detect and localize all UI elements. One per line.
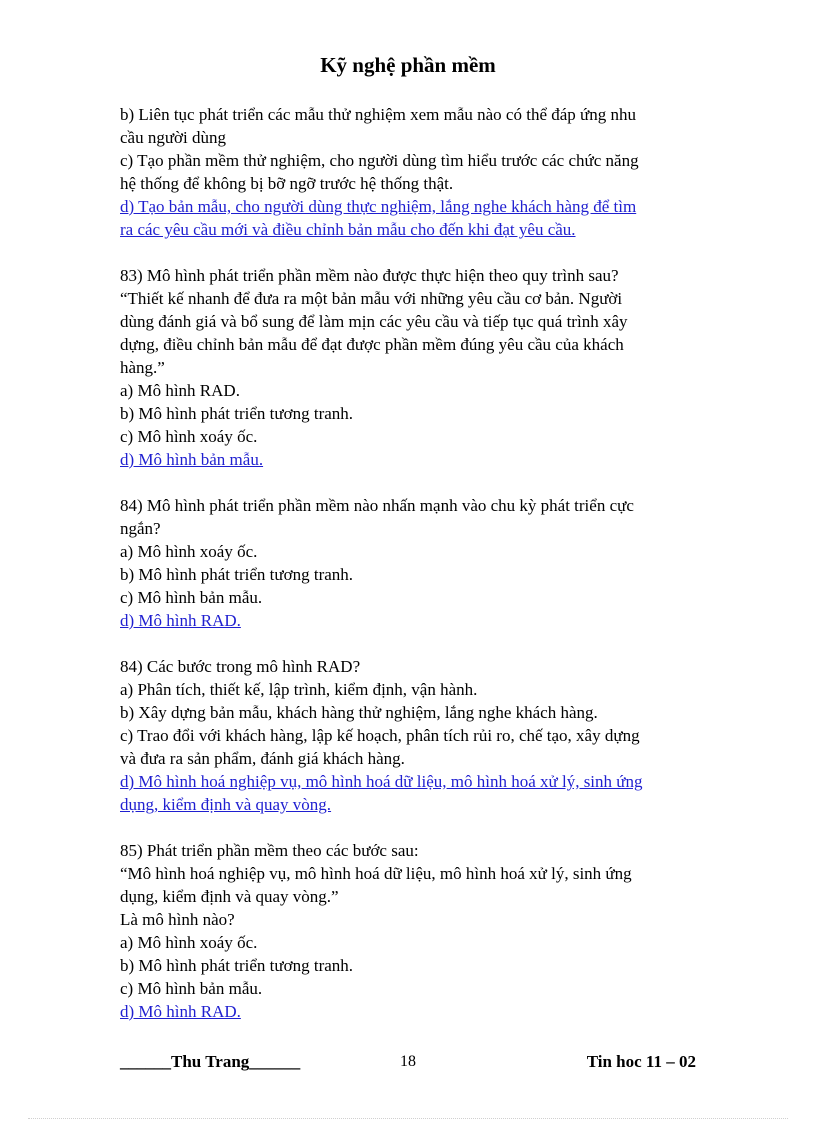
question-block-85 bbox=[120, 839, 710, 1023]
question-text-continued: “Thiết kế nhanh để đưa ra một bản mẫu với những yêu cầu cơ bản. Người bbox=[120, 289, 623, 308]
footer-class: Tin hoc 11 – 02 bbox=[586, 1052, 696, 1071]
option-c: c) Tạo phần mềm thử nghiệm, cho người dùng tìm hiểu trước các chức năng bbox=[120, 151, 639, 170]
correct-answer-d-continued: dụng, kiểm định và quay vòng. bbox=[120, 795, 332, 814]
correct-answer-d-continued: ra các yêu cầu mới và điều chỉnh bản mẫu cho đến khi đạt yêu cầu. bbox=[120, 220, 576, 239]
option-c: c) Mô hình xoáy ốc. bbox=[120, 427, 258, 446]
option-a: a) Phân tích, thiết kế, lập trình, kiểm định, vận hành. bbox=[120, 680, 478, 699]
spacer bbox=[120, 816, 710, 839]
correct-answer-d: d) Mô hình bản mẫu. bbox=[120, 450, 264, 469]
correct-answer-d: d) Mô hình RAD. bbox=[120, 611, 241, 630]
question-text: 84) Mô hình phát triển phần mềm nào nhấn mạnh vào chu kỳ phát triển cực bbox=[120, 496, 634, 515]
question-text-continued: ngắn? bbox=[120, 519, 161, 538]
spacer bbox=[120, 471, 710, 494]
question-text-continued: “Mô hình hoá nghiệp vụ, mô hình hoá dữ liệu, mô hình hoá xử lý, sinh ứng bbox=[120, 864, 632, 883]
option-a: a) Mô hình xoáy ốc. bbox=[120, 933, 258, 952]
option-a: a) Mô hình RAD. bbox=[120, 381, 240, 400]
option-c: c) Mô hình bản mẫu. bbox=[120, 588, 263, 607]
footer-author: ______Thu Trang______ bbox=[120, 1052, 301, 1071]
page-bottom-divider bbox=[28, 1118, 788, 1119]
spacer bbox=[120, 632, 710, 655]
question-text: 85) Phát triển phần mềm theo các bước sau: bbox=[120, 841, 419, 860]
option-b: b) Mô hình phát triển tương tranh. bbox=[120, 565, 354, 584]
document-body bbox=[120, 103, 710, 1023]
question-block-84 bbox=[120, 494, 710, 632]
question-text-continued: dùng đánh giá và bổ sung để làm mịn các yêu cầu và tiếp tục quá trình xây bbox=[120, 312, 628, 331]
option-c-continued: hệ thống để không bị bỡ ngỡ trước hệ thống thật. bbox=[120, 174, 454, 193]
question-text-continued: dụng, kiểm định và quay vòng.” bbox=[120, 887, 339, 906]
option-c-continued: và đưa ra sản phẩm, đánh giá khách hàng. bbox=[120, 749, 405, 768]
page-number: 18 bbox=[400, 1053, 416, 1070]
question-text-continued: Là mô hình nào? bbox=[120, 910, 235, 929]
page-footer bbox=[120, 1050, 696, 1074]
option-b: b) Liên tục phát triển các mẫu thử nghiệm xem mẫu nào có thể đáp ứng nhu bbox=[120, 105, 636, 124]
correct-answer-d: d) Mô hình hoá nghiệp vụ, mô hình hoá dữ liệu, mô hình hoá xử lý, sinh ứng bbox=[120, 772, 643, 791]
option-c: c) Trao đổi với khách hàng, lập kế hoạch, phân tích rủi ro, chế tạo, xây dựng bbox=[120, 726, 640, 745]
option-b-continued: cầu người dùng bbox=[120, 128, 227, 147]
question-block-84-rad-steps bbox=[120, 655, 710, 816]
question-text-continued: dựng, điều chỉnh bản mẫu để đạt được phần mềm đúng yêu cầu của khách bbox=[120, 335, 624, 354]
option-c: c) Mô hình bản mẫu. bbox=[120, 979, 263, 998]
correct-answer-d: d) Mô hình RAD. bbox=[120, 1002, 241, 1021]
correct-answer-d: d) Tạo bản mẫu, cho người dùng thực nghiệm, lắng nghe khách hàng để tìm bbox=[120, 197, 637, 216]
question-block bbox=[120, 103, 710, 241]
option-a: a) Mô hình xoáy ốc. bbox=[120, 542, 258, 561]
page-title: Kỹ nghệ phần mềm bbox=[320, 53, 496, 77]
question-block-83 bbox=[120, 264, 710, 471]
question-text: 84) Các bước trong mô hình RAD? bbox=[120, 657, 361, 676]
spacer bbox=[120, 241, 710, 264]
option-b: b) Mô hình phát triển tương tranh. bbox=[120, 956, 354, 975]
option-b: b) Xây dựng bản mẫu, khách hàng thử nghiệm, lắng nghe khách hàng. bbox=[120, 703, 598, 722]
option-b: b) Mô hình phát triển tương tranh. bbox=[120, 404, 354, 423]
question-text: 83) Mô hình phát triển phần mềm nào được thực hiện theo quy trình sau? bbox=[120, 266, 619, 285]
question-text-continued: hàng.” bbox=[120, 358, 165, 377]
